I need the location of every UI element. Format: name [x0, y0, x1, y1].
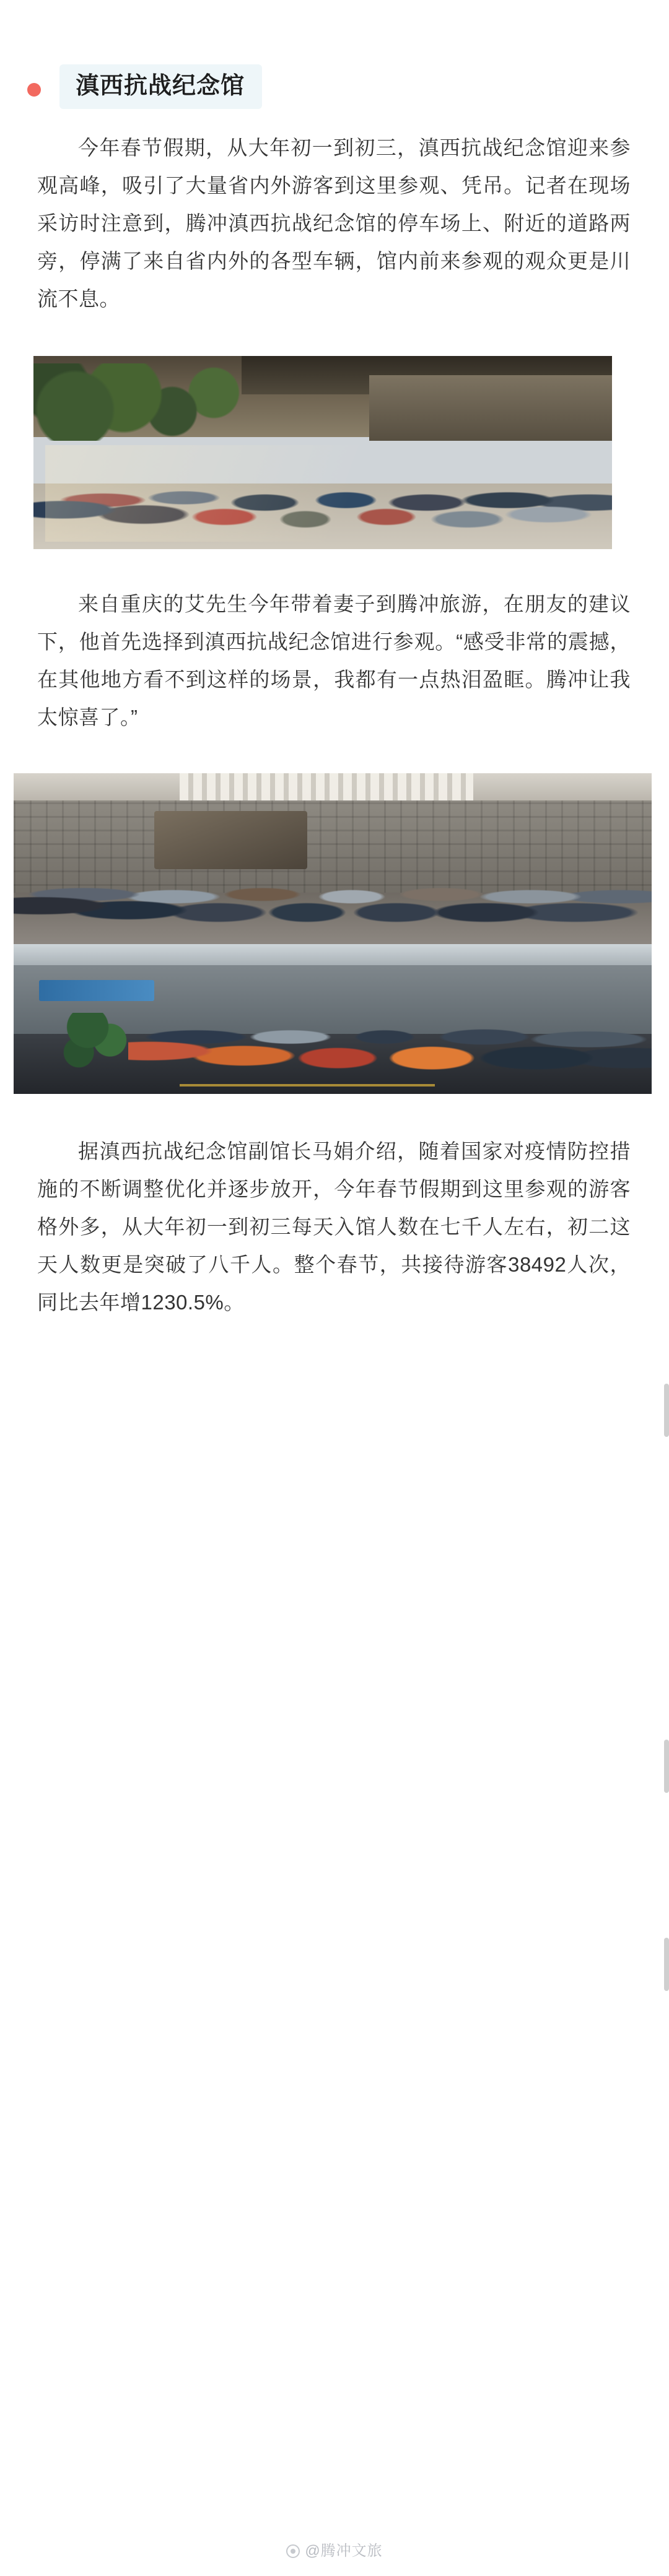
paragraph-2: 来自重庆的艾先生今年带着妻子到腾冲旅游，在朋友的建议下，他首先选择到滇西抗战纪念馆进行参观。“感受非常的震撼，在其他地方看不到这样的场景，我都有一点热泪盈眶。腾冲让我太惊喜了。”: [37, 592, 631, 729]
paragraph-1: 今年春节假期，从大年初一到初三，滇西抗战纪念馆迎来参观高峰，吸引了大量省内外游客到这里参观、凭吊。记者在现场采访时注意到，腾冲滇西抗战纪念馆的停车场上、附近的道路两旁，停满了来自省内外的各型车辆，馆内前来参观的观众更是川流不息。: [37, 136, 631, 310]
heading-badge: [59, 64, 262, 109]
museum-interior-hall-photo: [14, 773, 652, 944]
photo3-crowd: [128, 974, 652, 1091]
article-heading: [0, 64, 669, 129]
scroll-tick-2[interactable]: [664, 1740, 669, 1793]
footer-watermark: [0, 2538, 669, 2560]
photo2-crowd: [14, 825, 652, 937]
scroll-tick-3[interactable]: [664, 1938, 669, 1991]
museum-lobby-queue-photo: [14, 944, 652, 1094]
scroll-tick-1[interactable]: [664, 1384, 669, 1437]
watermark-text: @腾冲文旅: [305, 2543, 383, 2559]
weibo-eye-icon: [286, 2544, 300, 2558]
museum-outdoor-crowd-photo: [33, 356, 612, 549]
photo1-sunlight: [45, 445, 601, 542]
paragraph-3: 据滇西抗战纪念馆副馆长马娟介绍，随着国家对疫情防控措施的不断调整优化并逐步放开，今年春节假期到这里参观的游客格外多，从大年初一到初三每天入馆人数在七千人左右，初二这天人数更是突破了八千人。整个春节，共接待游客38492人次，同比去年增1230.5%。: [37, 1140, 631, 1314]
page-title: 滇西抗战纪念馆: [76, 73, 245, 99]
bullet-dot-icon: [27, 83, 41, 97]
photo3-plant: [52, 1013, 141, 1085]
